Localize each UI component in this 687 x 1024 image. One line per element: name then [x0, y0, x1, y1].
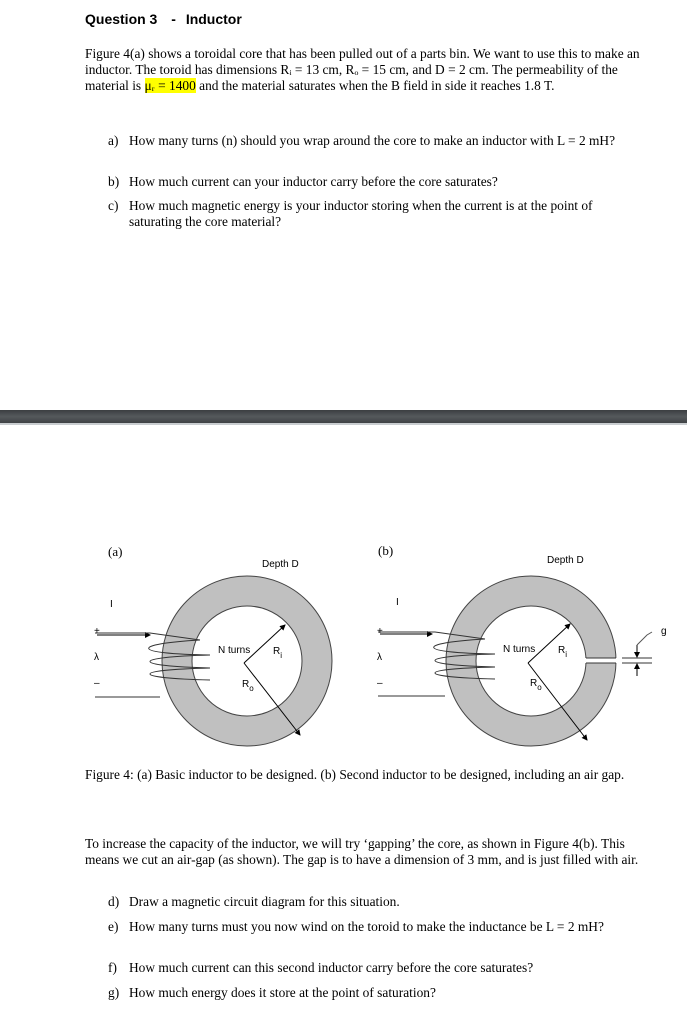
current-label-a: I: [110, 599, 113, 610]
question-e: [108, 919, 648, 935]
question-text: Draw a magnetic circuit diagram for this situation.: [129, 894, 400, 909]
ri-sub-b: i: [565, 650, 568, 659]
question-text: How much current can this second inductor carry before the core saturates?: [129, 960, 534, 975]
list-marker: d): [108, 894, 120, 909]
label-a: (a): [108, 544, 123, 559]
plus-b: +: [377, 626, 383, 637]
toroid-b: [378, 576, 652, 746]
lambda-b: λ: [377, 652, 382, 663]
ro-sub-a: o: [249, 684, 254, 693]
lambda-a: λ: [94, 652, 99, 663]
ro-sub-b: o: [537, 683, 542, 692]
intro-text-end: and the material saturates when the B field in side it reaches 1.8 T.: [195, 78, 555, 93]
plus-a: +: [94, 626, 100, 637]
question-text: How much magnetic energy is your inductor storing when the current is at the point of saturating the core material?: [129, 198, 593, 229]
figure-caption: Figure 4: (a) Basic inductor to be designed. (b) Second inductor to be designed, including an air gap.: [85, 767, 625, 782]
ri-label-a: R: [273, 646, 281, 657]
question-number: Question 3: [85, 11, 158, 27]
heading-separator: -: [171, 11, 176, 27]
turns-label-b: N turns: [503, 644, 536, 655]
depth-label-a: Depth D: [262, 559, 299, 570]
gap-paragraph: To increase the capacity of the inductor, we will try ‘gapping’ the core, as shown in Figure 4(b). This means we cut an air-gap (as shown). The gap is to have a dimension of 3 mm, and is just filled with air.: [85, 836, 639, 867]
minus-a: –: [94, 678, 100, 689]
list-marker: a): [108, 133, 119, 148]
question-text: How much current can your inductor carry before the core saturates?: [129, 174, 498, 189]
question-title: Inductor: [185, 11, 242, 27]
question-text: How many turns must you now wind on the toroid to make the inductance be L = 2 mH?: [129, 919, 604, 934]
intro-text: Figure 4(a) shows a toroidal core that has been pulled out of a parts bin. We want to use this to make an inductor. The toroid has dimensions Rᵢ = 13 cm, Rₒ = 15 cm, and D = 2 cm. The permeability of the material is: [85, 46, 640, 93]
ri-label-b: R: [558, 645, 566, 656]
question-text: How much energy does it store at the point of saturation?: [129, 985, 436, 1000]
toroid-a: [95, 576, 332, 746]
list-marker: f): [108, 960, 117, 975]
ro-label-b: R: [530, 678, 538, 689]
label-b: (b): [378, 543, 394, 558]
question-text: How many turns (n) should you wrap around the core to make an inductor with L = 2 mH?: [129, 133, 616, 148]
current-label-b: I: [396, 597, 399, 608]
list-marker: g): [108, 985, 120, 1000]
list-marker: b): [108, 174, 120, 189]
question-f: [108, 960, 648, 976]
question-g: [108, 985, 648, 1001]
list-marker: c): [108, 198, 119, 213]
turns-label-a: N turns: [218, 645, 251, 656]
minus-b: –: [377, 678, 383, 689]
ro-label-a: R: [242, 679, 250, 690]
permeability-highlight: μᵣ = 1400: [144, 78, 196, 93]
list-marker: e): [108, 919, 119, 934]
depth-label-b: Depth D: [547, 555, 584, 566]
question-d: [108, 894, 648, 910]
ri-sub-a: i: [280, 651, 283, 660]
gap-label: g: [661, 626, 667, 637]
